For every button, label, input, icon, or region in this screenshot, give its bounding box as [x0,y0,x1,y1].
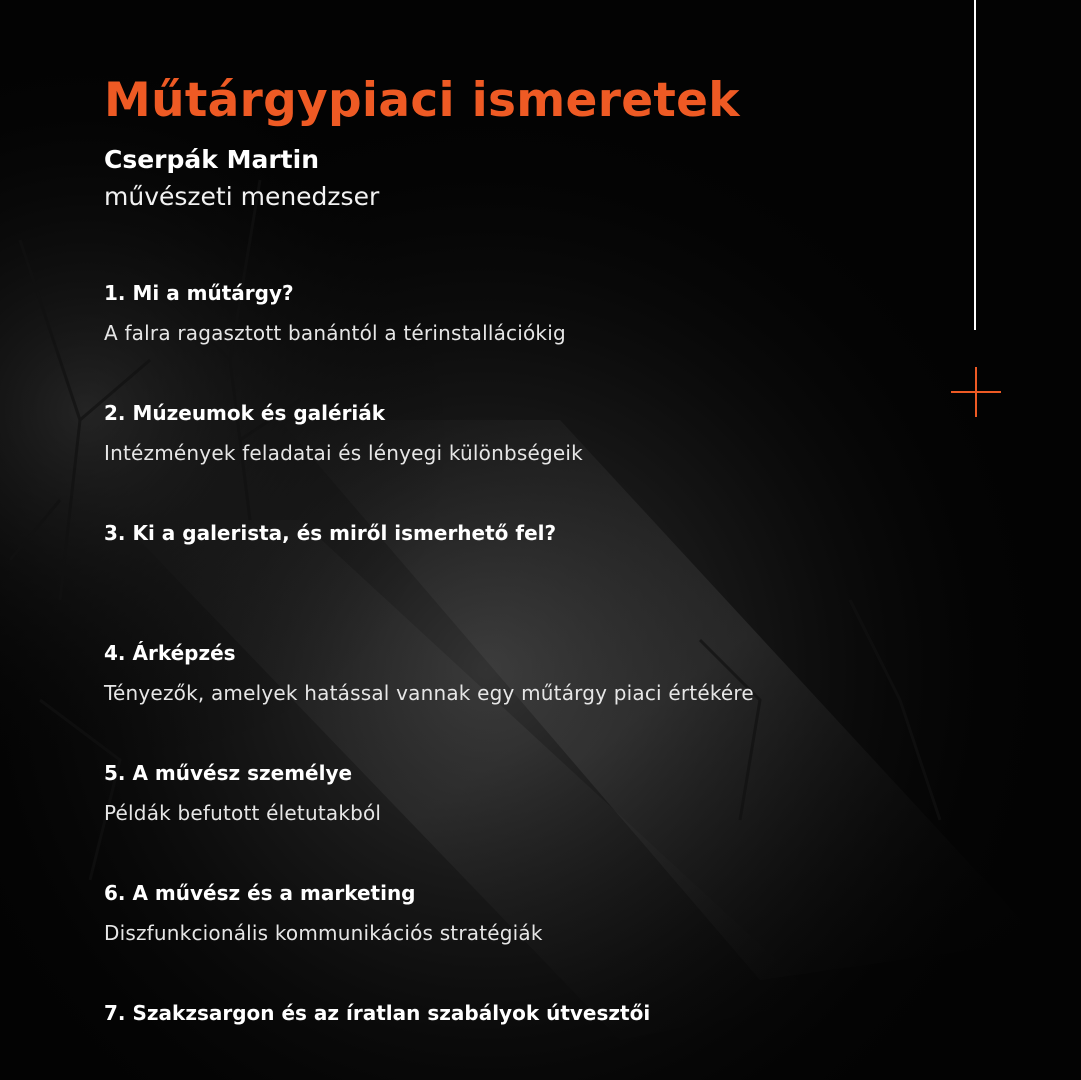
topic-item-6 [104,879,964,999]
topic-item-3 [104,519,964,639]
topic-item-7 [104,999,964,1080]
topic-item-2 [104,399,964,519]
topic-description: Példák befutott életutakból [104,801,382,825]
topic-list [104,279,964,1080]
topic-description: A falra ragasztott banántól a térinstallációkig [104,321,566,345]
topic-item-1 [104,279,964,399]
vertical-divider-line [974,0,976,330]
topic-title: 5. A művész személye [104,761,353,785]
topic-title: 3. Ki a galerista, és miről ismerhető fel? [104,521,557,545]
author-name: Cserpák Martin [104,145,320,174]
page-title: Műtárgypiaci ismeretek [104,73,740,128]
topic-description: Intézmények feladatai és lényegi különbségeik [104,441,583,465]
topic-title: 1. Mi a műtárgy? [104,281,294,305]
topic-title: 7. Szakzsargon és az íratlan szabályok útvesztői [104,1001,651,1025]
topic-item-5 [104,759,964,879]
topic-title: 2. Múzeumok és galériák [104,401,386,425]
topic-title: 6. A művész és a marketing [104,881,416,905]
topic-title: 4. Árképzés [104,641,236,665]
author-role: művészeti menedzser [104,182,380,211]
topic-item-4 [104,639,964,759]
content-column [104,72,964,1080]
topic-description: Tényezők, amelyek hatással vannak egy műtárgy piaci értékére [104,681,754,705]
topic-description: Diszfunkcionális kommunikációs stratégiák [104,921,543,945]
